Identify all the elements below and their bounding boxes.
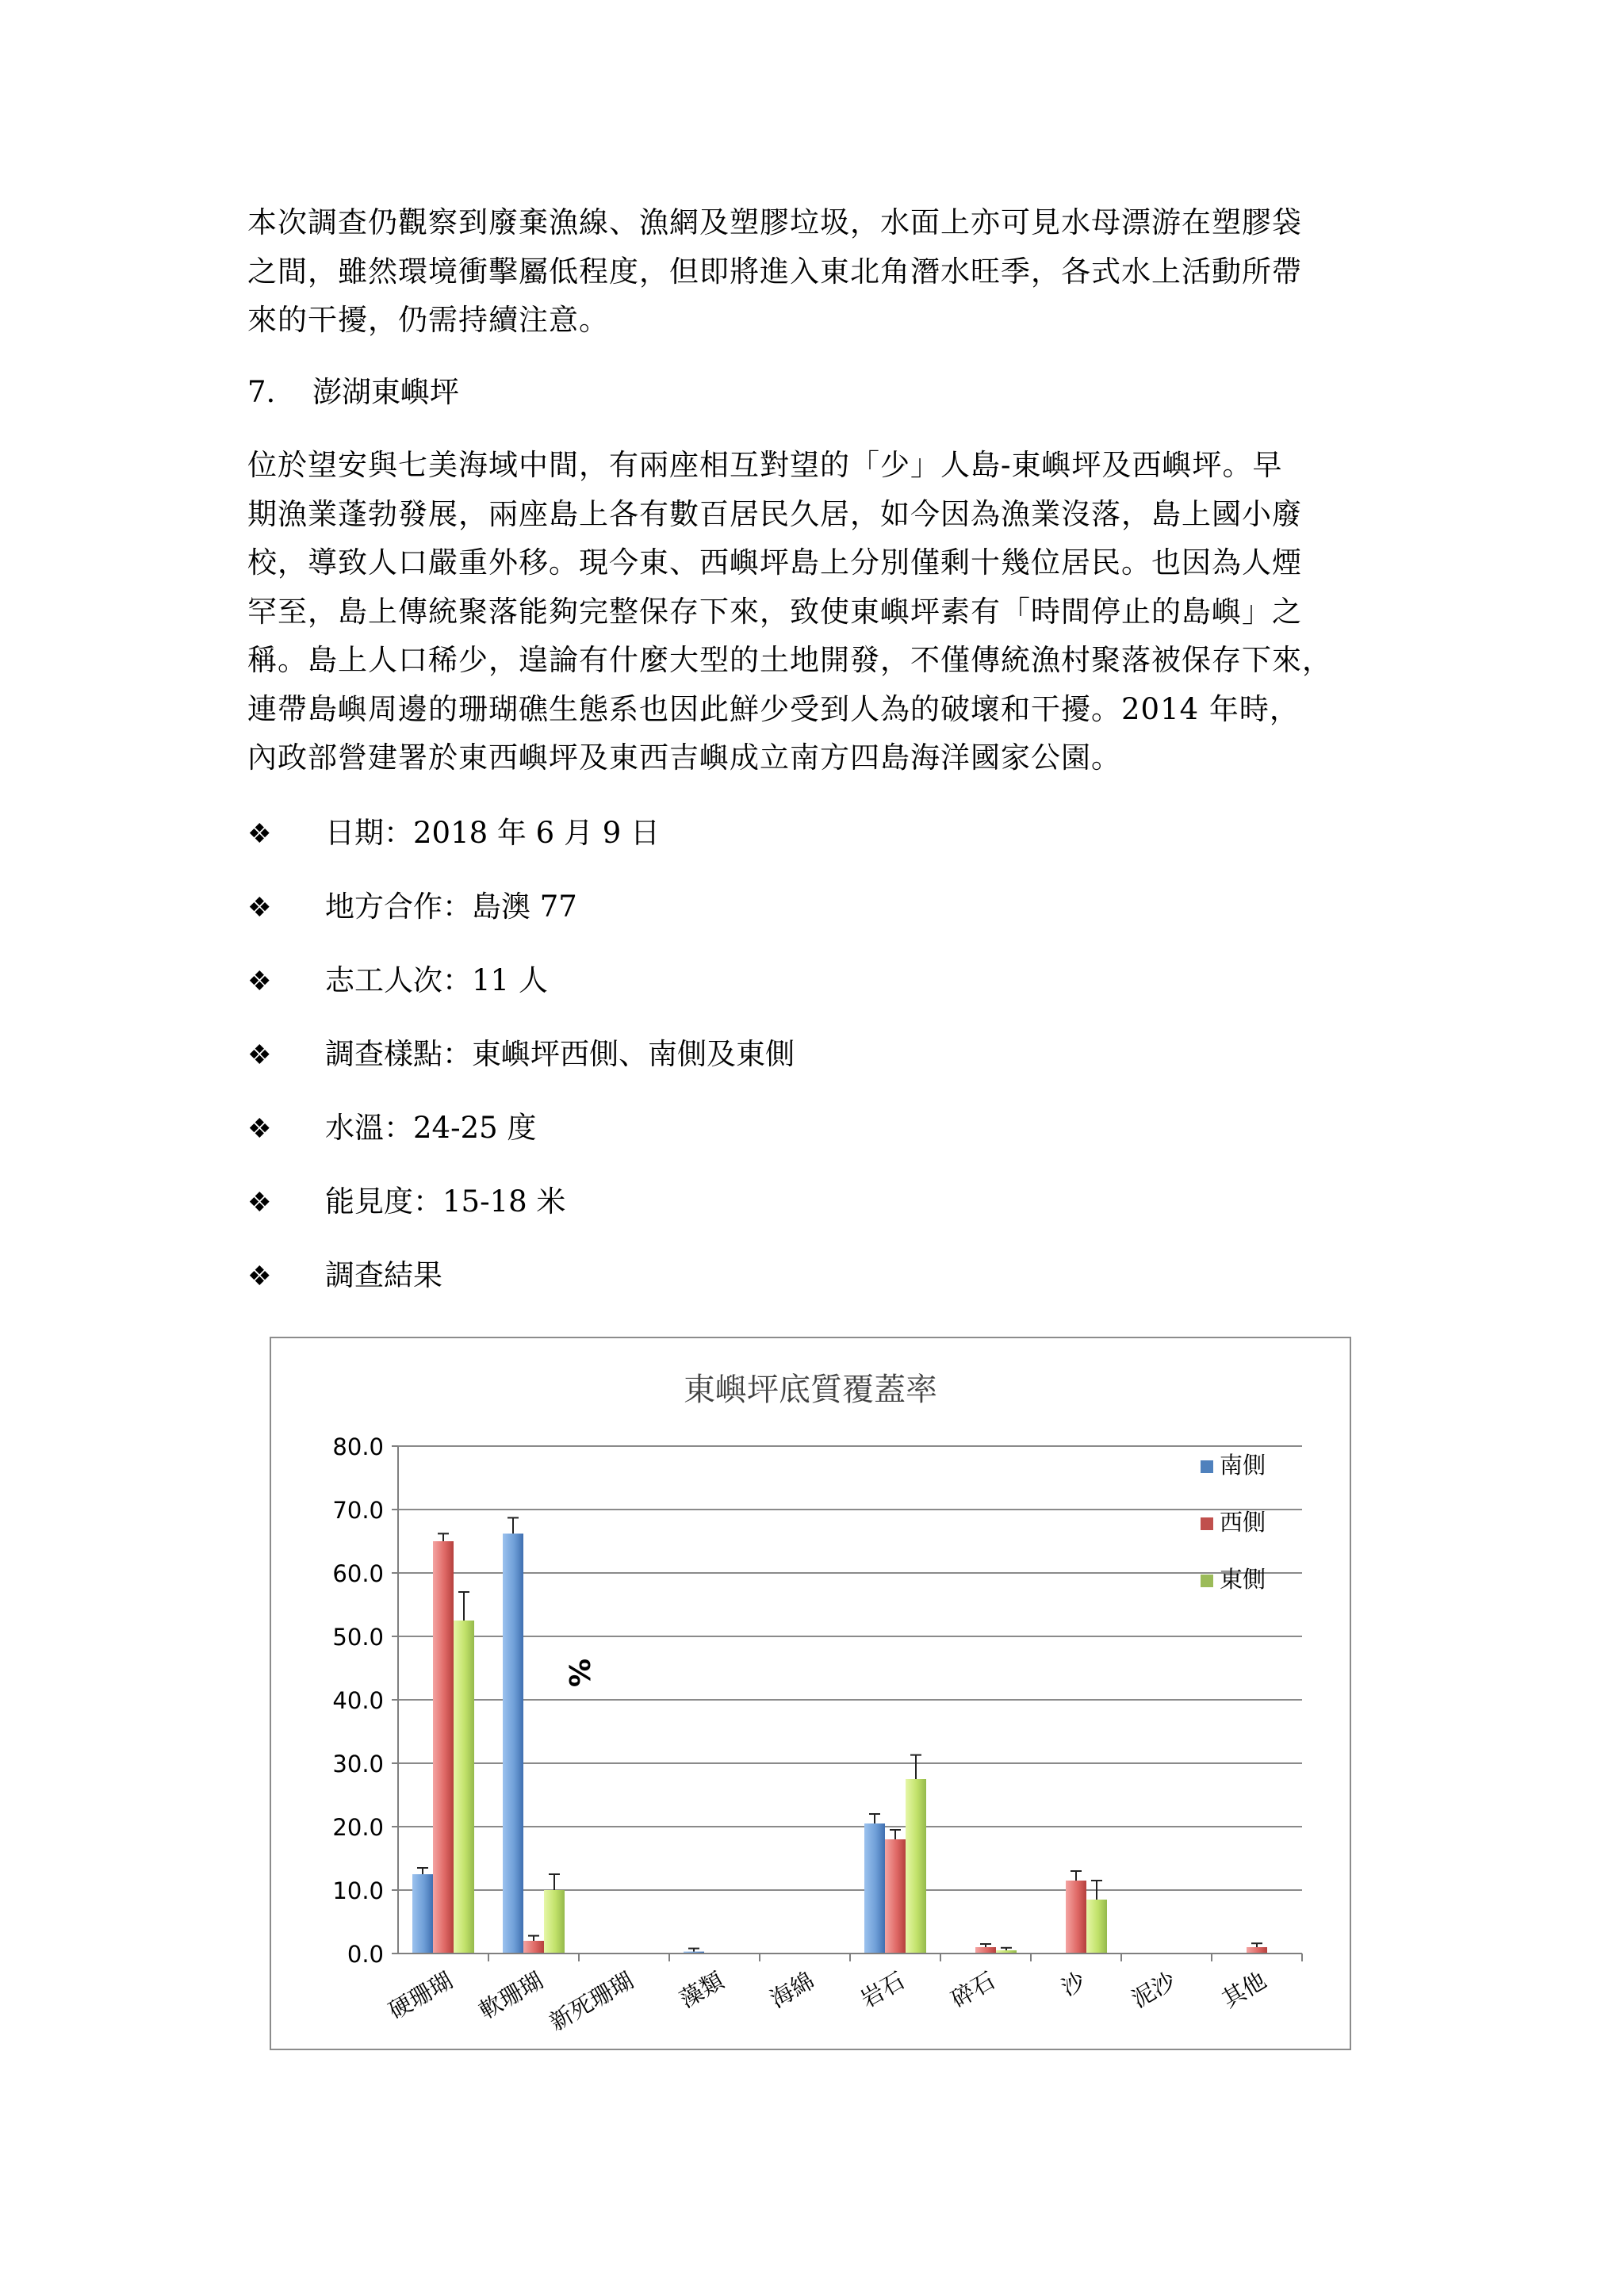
- bar-西側: [1066, 1881, 1086, 1954]
- y-tick-label: 50.0: [332, 1624, 384, 1651]
- bar-西側: [1247, 1947, 1267, 1954]
- bullet-text: 志工人次：11 人: [325, 963, 548, 997]
- bullet-text: 能見度：15-18 米: [325, 1184, 566, 1219]
- diamond-bullet-icon: ❖: [247, 966, 272, 997]
- bar-西側: [433, 1541, 454, 1954]
- bar-南側: [864, 1823, 885, 1954]
- bullet-item-sites: [247, 1035, 795, 1075]
- x-tick-label: 岩石: [856, 1966, 910, 2014]
- diamond-bullet-icon: ❖: [247, 1261, 272, 1292]
- substrate-cover-chart: [270, 1337, 1351, 2050]
- section-title: 澎湖東嶼坪: [312, 375, 459, 409]
- paragraph-line: 期漁業蓬勃發展，兩座島上各有數百居民久居，如今因為漁業沒落，島上國小廢: [247, 496, 1302, 531]
- bar-南側: [412, 1874, 433, 1954]
- bullet-text: 地方合作：島澳 77: [325, 890, 577, 924]
- bullet-item-visibility: [247, 1182, 565, 1223]
- bar-東側: [454, 1621, 474, 1954]
- y-tick-label: 20.0: [332, 1814, 384, 1841]
- y-tick-label: 30.0: [332, 1751, 384, 1777]
- paragraph-line: 之間，雖然環境衝擊屬低程度，但即將進入東北角潛水旺季，各式水上活動所帶: [247, 254, 1302, 289]
- diamond-bullet-icon: ❖: [247, 892, 272, 924]
- y-axis-label: %: [565, 1658, 597, 1688]
- paragraph-line: 來的干擾，仍需持續注意。: [247, 303, 609, 337]
- section-heading: [247, 373, 459, 412]
- legend-swatch: [1201, 1517, 1213, 1530]
- bullet-text: 日期：2018 年 6 月 9 日: [325, 816, 661, 850]
- legend-swatch: [1201, 1575, 1213, 1587]
- paragraph-line: 罕至，島上傳統聚落能夠完整保存下來，致使東嶼坪素有「時間停止的島嶼」之: [247, 594, 1302, 629]
- x-tick-label: 硬珊瑚: [384, 1966, 458, 2025]
- bar-西側: [885, 1839, 906, 1954]
- legend-label: 西側: [1220, 1509, 1266, 1536]
- paragraph-line: 稱。島上人口稀少，遑論有什麼大型的土地開發，不僅傳統漁村聚落被保存下來，: [247, 643, 1332, 677]
- y-tick-label: 80.0: [332, 1433, 384, 1460]
- bullet-item-results: [247, 1256, 442, 1296]
- bullet-item-water-temp: [247, 1108, 536, 1149]
- paragraph-description: [247, 441, 1378, 783]
- x-tick-label: 海綿: [765, 1966, 819, 2014]
- y-tick-label: 60.0: [332, 1560, 384, 1587]
- paragraph-intro: [247, 198, 1378, 345]
- x-tick-label: 軟珊瑚: [474, 1966, 548, 2025]
- legend-label: 東側: [1220, 1566, 1266, 1593]
- y-tick-label: 40.0: [332, 1687, 384, 1714]
- bullet-text: 調查結果: [325, 1258, 442, 1292]
- bullet-item-volunteers: [247, 961, 548, 1001]
- chart-title: 東嶼坪底質覆蓋率: [684, 1372, 937, 1408]
- bar-南側: [503, 1533, 523, 1954]
- y-tick-label: 0.0: [347, 1941, 384, 1968]
- section-number: 7.: [247, 375, 276, 409]
- legend: [1201, 1452, 1266, 1593]
- diamond-bullet-icon: ❖: [247, 1187, 272, 1219]
- paragraph-line: 位於望安與七美海域中間，有兩座相互對望的「少」人島-東嶼坪及西嶼坪。早: [247, 448, 1283, 482]
- x-tick-label: 新死珊瑚: [545, 1966, 638, 2037]
- bar-西側: [523, 1941, 544, 1954]
- axes: [332, 1433, 1302, 2036]
- y-tick-label: 70.0: [332, 1497, 384, 1524]
- diamond-bullet-icon: ❖: [247, 818, 272, 850]
- bars: [412, 1517, 1267, 1954]
- x-tick-label: 藻類: [675, 1966, 729, 2014]
- legend-swatch: [1201, 1460, 1213, 1473]
- paragraph-line: 連帶島嶼周邊的珊瑚礁生態系也因此鮮少受到人為的破壞和干擾。2014 年時，: [247, 691, 1300, 726]
- bar-西側: [975, 1947, 996, 1954]
- bar-東側: [1086, 1900, 1107, 1954]
- paragraph-line: 本次調查仍觀察到廢棄漁線、漁網及塑膠垃圾，水面上亦可見水母漂游在塑膠袋: [247, 205, 1302, 239]
- diamond-bullet-icon: ❖: [247, 1039, 272, 1071]
- x-tick-label: 沙: [1056, 1966, 1090, 2002]
- paragraph-line: 校，導致人口嚴重外移。現今東、西嶼坪島上分別僅剩十幾位居民。也因為人煙: [247, 545, 1302, 580]
- chart-canvas: [271, 1338, 1350, 2049]
- x-tick-label: 泥沙: [1127, 1966, 1181, 2014]
- bullet-text: 調查樣點：東嶼坪西側、南側及東側: [325, 1037, 795, 1071]
- x-tick-label: 其他: [1217, 1966, 1271, 2014]
- bar-東側: [906, 1779, 926, 1954]
- legend-label: 南側: [1220, 1452, 1266, 1479]
- y-tick-label: 10.0: [332, 1877, 384, 1904]
- bullet-item-partner: [247, 887, 577, 928]
- x-tick-label: 碎石: [946, 1966, 1000, 2014]
- paragraph-line: 內政部營建署於東西嶼坪及東西吉嶼成立南方四島海洋國家公園。: [247, 740, 1121, 775]
- bullet-text: 水溫：24-25 度: [325, 1111, 537, 1145]
- diamond-bullet-icon: ❖: [247, 1113, 272, 1145]
- bullet-item-date: [247, 813, 660, 854]
- gridlines: [398, 1446, 1302, 1890]
- bar-東側: [544, 1890, 565, 1954]
